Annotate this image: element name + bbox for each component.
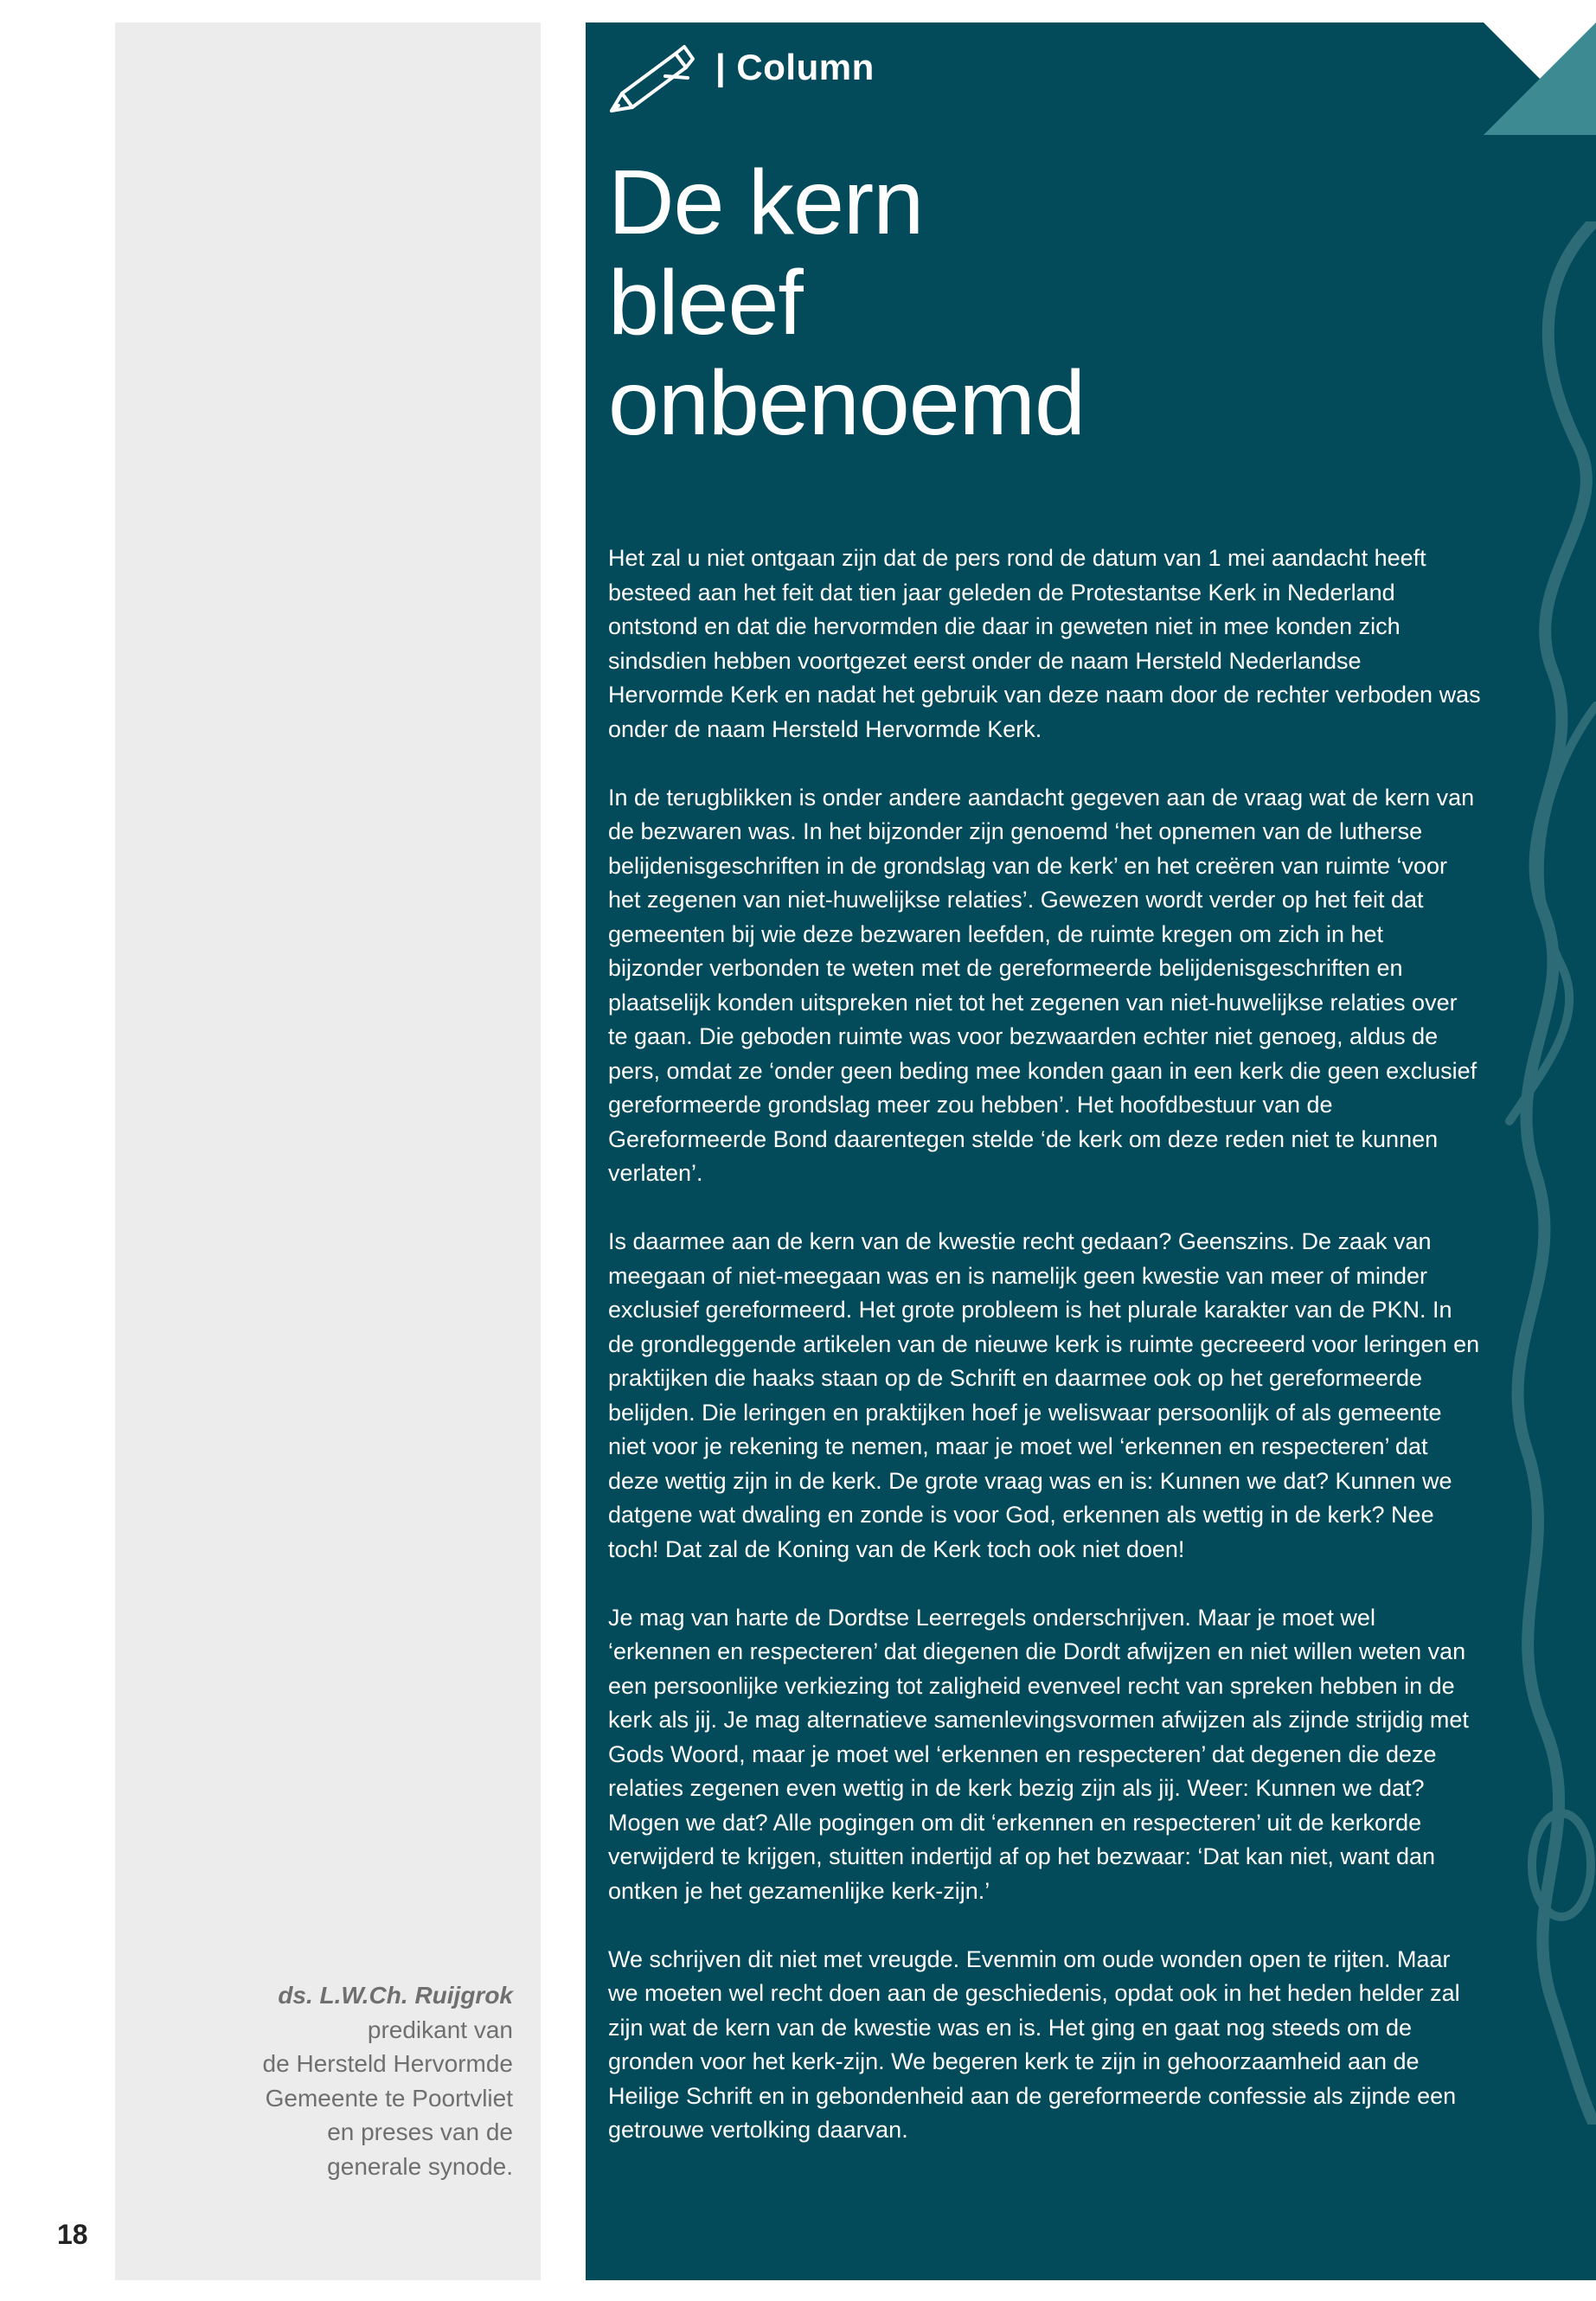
author-bio-line: de Hersteld Hervormde <box>262 2050 513 2077</box>
paragraph: In de terugblikken is onder andere aandacht gegeven aan de vraag wat de kern van de bezwaren was. In het bijzonder zijn genoemd ‘het opnemen van de lutherse belijdenisgeschriften in de grondslag van de kerk’ en het creëren van ruimte ‘voor het zegenen van niet-huwelijkse relaties’. Gewezen wordt verder op het feit dat gemeenten bij wie deze bezwaren leefden, de ruimte kregen om zich in het bijzonder verbonden te weten met de gereformeerde belijdenisgeschriften en plaatselijk konden uitspreken niet tot het zegenen van niet-huwelijkse relaties over te gaan. Die geboden ruimte was voor bezwaarden echter niet genoeg, aldus de pers, omdat ze ‘onder geen beding mee konden gaan in een kerk die geen exclusief gereformeerde grondslag meer zou hebben’. Het hoofdbestuur van de Gereformeerde Bond daarentegen stelde ‘de kerk om deze reden niet te kunnen verlaten’. <box>608 784 1477 1186</box>
author-bio-line: en preses van de <box>327 2118 513 2145</box>
page-fold-corner <box>1484 22 1596 135</box>
author-name: ds. L.W.Ch. Ruijgrok <box>278 1982 513 2009</box>
sidebar <box>115 22 541 2280</box>
author-bio-line: Gemeente te Poortvliet <box>265 2084 513 2112</box>
author-bio-line: generale synode. <box>327 2152 513 2180</box>
headline-line: onbenoemd <box>608 352 1085 454</box>
paragraph: We schrijven dit niet met vreugde. Evenmin om oude wonden open te rijten. Maar we moeten wel recht doen aan de geschiedenis, opdat ook in het heden helder zal zijn wat de kern van de kwestie was en is. Het ging en gaat nog steeds om de gronden voor het kerk-zijn. We begeren kerk te zijn in gehoorzaamheid aan de Heilige Schrift en in gebondenheid aan de gereformeerde confessie als zijnde een getrouwe vertolking daarvan. <box>608 1945 1460 2143</box>
section-label: | Column <box>715 47 875 87</box>
column-panel <box>586 22 1596 2280</box>
article-body <box>608 542 1482 2182</box>
paragraph: Het zal u niet ontgaan zijn dat de pers rond de datum van 1 mei aandacht heeft besteed aan het feit dat tien jaar geleden de Protestantse Kerk in Nederland ontstond en dat die hervormden die daar in geweten niet in mee konden zich sindsdien hebben voortgezet eerst onder de naam Hersteld Nederlandse Hervormde Kerk en nadat het gebruik van deze naam door de rechter verboden was onder de naam Hersteld Hervormde Kerk. <box>608 545 1481 742</box>
pen-icon <box>605 42 700 119</box>
script-decoration <box>1492 221 1596 2125</box>
paragraph: Je mag van harte de Dordtse Leerregels onderschrijven. Maar je moet wel ‘erkennen en respecteren’ dat diegenen die Dordt afwijzen en niet willen weten van een persoonlijke verkiezing tot zaligheid evenveel recht van spreken hebben in de kerk als jij. Je mag alternatieve samenlevingsvormen afwijzen als zijnde strijdig met Gods Woord, maar je moet wel ‘erkennen en respecteren’ dat degenen die deze relaties zegenen even wettig in de kerk bezig zijn als jij. Weer: Kunnen we dat? Mogen we dat? Alle pogingen om dit ‘erkennen en respecteren’ uit de kerkorde verwijderd te krijgen, stuitten indertijd af op het bezwaar: ‘Dat kan niet, want dan ontken je het gezamenlijke kerk-zijn.’ <box>608 1604 1469 1904</box>
author-bio-line: predikant van <box>367 2016 513 2043</box>
headline-line: De kern <box>608 151 924 253</box>
paragraph: Is daarmee aan de kern van de kwestie recht gedaan? Geenszins. De zaak van meegaan of niet-meegaan was en is namelijk geen kwestie van meer of minder exclusief gereformeerd. Het grote probleem is het plurale karakter van de PKN. In de grondleggende artikelen van de nieuwe kerk is ruimte gecreeerd voor leringen en praktijken die haaks staan op de Schrift en daarmee ook op het gereformeerde belijden. Die leringen en praktijken hoef je weliswaar persoonlijk of als gemeente niet voor je rekening te nemen, maar je moet wel ‘erkennen en respecteren’ dat deze wettig zijn in de kerk. De grote vraag was en is: Kunnen we dat? Kunnen we datgene wat dwaling en zonde is voor God, erkennen als wettig in de kerk? Nee toch! Dat zal de Koning van de Kerk toch ook niet doen! <box>608 1228 1480 1562</box>
headline-line: bleef <box>608 252 803 354</box>
page-number: 18 <box>57 2219 88 2250</box>
author-bio <box>190 1978 513 2183</box>
headline <box>608 152 1085 453</box>
